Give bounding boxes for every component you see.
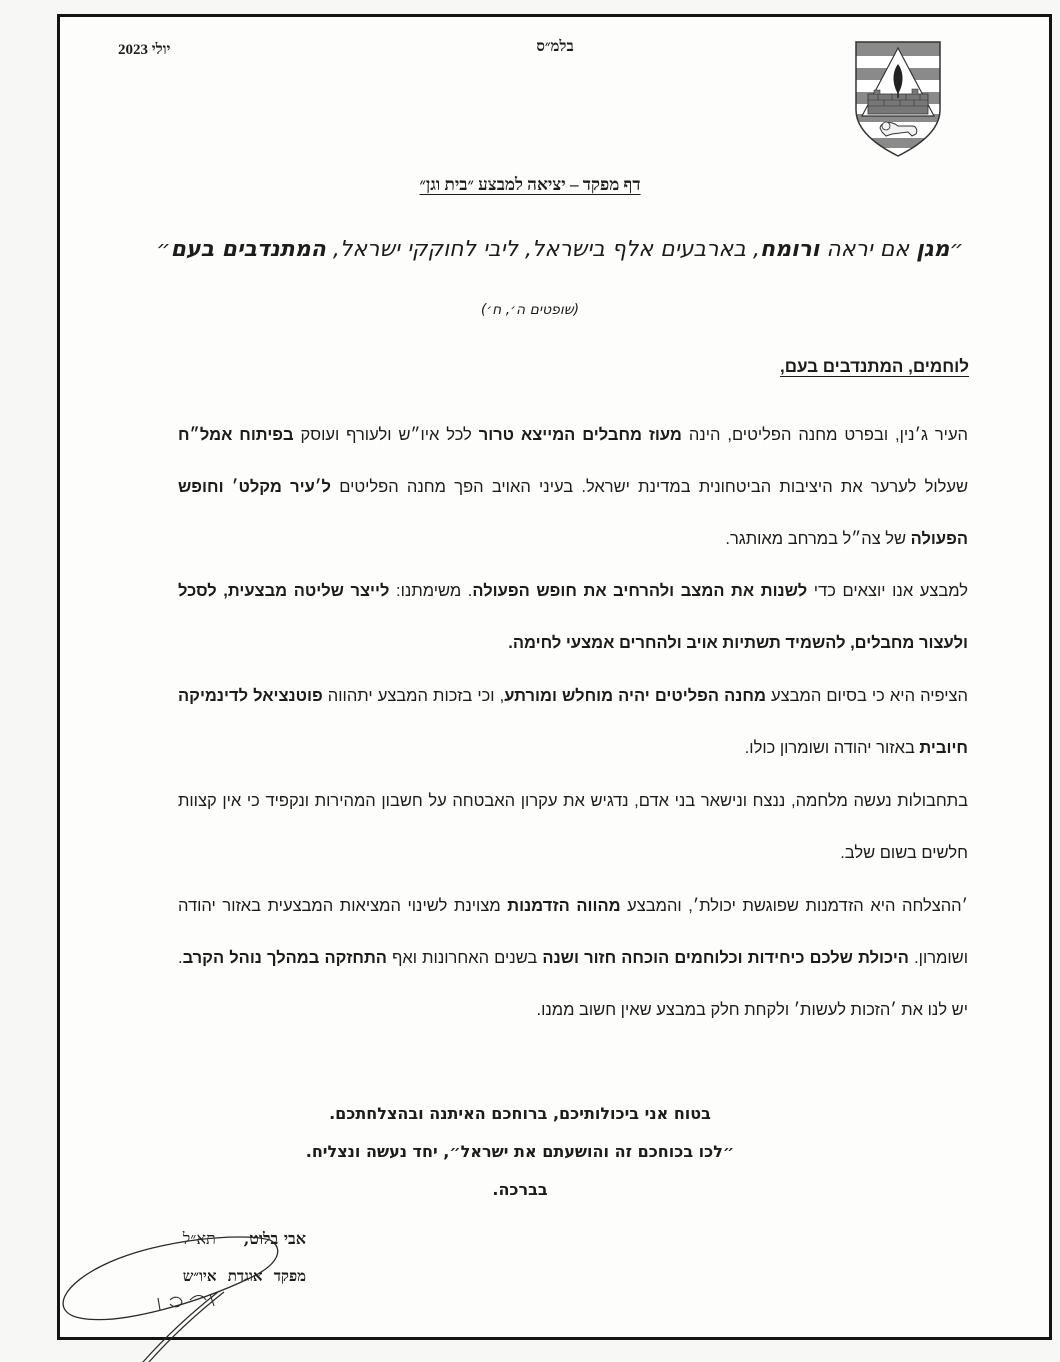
signatory-title: מפקד אוגדת איו״ש <box>182 1267 306 1285</box>
paragraph-bold-text: מחנה הפליטים יהיה מוחלש ומורתע <box>504 687 766 705</box>
signatory-name-line <box>86 1229 306 1249</box>
paragraph-text: . יש לנו את ׳הזכות לעשות׳ ולקחת חלק במבצע שאין חשוב ממנו. <box>178 949 968 1019</box>
closing-block <box>260 1095 780 1209</box>
quote-bold-2: ורומח <box>759 237 820 262</box>
closing-line-3: בברכה. <box>492 1180 548 1199</box>
signatory-name: אבי בלוט, <box>243 1229 306 1248</box>
paragraph-4 <box>178 775 968 879</box>
paragraph-bold-text: פוטנציאל לדינמיקה חיובית <box>178 687 968 757</box>
paragraph-text: הציפיה היא כי בסיום המבצע <box>765 687 968 705</box>
document-date: יולי 2023 <box>118 42 171 58</box>
paragraph-text: בשנים האחרונות ואף <box>386 949 543 967</box>
biblical-quote <box>140 237 980 262</box>
paragraph-text: שעלול לערער את היציבות הביטחונית במדינת ישראל. בעיני האויב הפך מחנה הפליטים <box>330 478 969 496</box>
paragraph-bold-text: מעוז מחבלים המייצא טרור <box>478 426 682 444</box>
paragraph-text: של צה״ל במרחב מאותגר. <box>725 530 911 548</box>
paragraph-5 <box>178 880 968 1036</box>
paragraph-text: מצוינת לשינוי המציאות המבצעית באזור יהודה ושומרון. <box>178 897 968 967</box>
closing-line-2: ״לכו בכוחכם זה והושעתם את ישראל״, יחד נעשה ונצליח. <box>305 1142 735 1161</box>
closing-line-1: בטוח אני ביכולותיכם, ברוחכם האיתנה ובהצלחתכם. <box>329 1104 711 1123</box>
signatory-rank: תא״ל <box>182 1229 216 1248</box>
quote-text-1: אם יראה <box>819 237 917 262</box>
paragraph-text: ׳ההצלחה היא הזדמנות שפוגשת יכולת׳, והמבצע <box>620 897 968 915</box>
classification-label: בלמ״ס <box>536 39 574 55</box>
greeting: לוחמים, המתנדבים בעם, <box>780 357 969 376</box>
paragraph-bold-text: לשנות את המצב ולהרחיב את חופש הפעולה <box>472 582 808 600</box>
paragraph-1 <box>178 409 968 565</box>
document-title <box>260 175 800 195</box>
paragraph-2 <box>178 565 968 669</box>
quote-close-mark: ״ <box>156 237 171 262</box>
document-title-text: דף מפקד – יציאה למבצע ״בית וגן״ <box>419 175 641 194</box>
paragraph-bold-text: ל׳עיר מקלט׳ וחופש הפעולה <box>178 478 968 548</box>
paragraph-text: העיר ג׳נין, ובפרט מחנה הפליטים, הינה <box>681 426 969 444</box>
paragraph-text: באזור יהודה ושומרון כולו. <box>744 739 920 757</box>
paragraph-text: למבצע אנו יוצאים כדי <box>807 582 968 600</box>
document-page <box>57 14 1052 1340</box>
paragraph-text: לכל איו״ש ולעורף ועוסק <box>293 426 479 444</box>
paragraph-bold-text: בפיתוח אמל״ח <box>178 426 294 444</box>
paragraph-bold-text: היכולת שלכם כיחידות וכלוחמים הוכחה חזור ושנה <box>542 949 909 967</box>
quote-bold-1: מגן <box>916 237 950 262</box>
shield-emblem-icon <box>854 40 942 158</box>
quote-bold-3: המתנדבים בעם <box>170 237 326 262</box>
paragraph-text: , וכי בזכות המבצע יתהווה <box>322 687 505 705</box>
quote-open-mark: ״ <box>949 237 964 262</box>
paragraph-bold-text: לייצר שליטה מבצעית, לסכל ולעצור מחבלים, להשמיד תשתיות אויב ולהחרים אמצעי לחימה. <box>178 582 968 652</box>
quote-text-2: , בארבעים אלף בישראל, ליבי לחוקקי ישראל, <box>325 237 760 262</box>
quote-source: (שופטים ה׳, ח׳) <box>480 302 580 318</box>
paragraph-bold-text: התחזקה במהלך נוהל הקרב <box>182 949 387 967</box>
paragraph-text: בתחבולות נעשה מלחמה, ננצח ונישאר בני אדם, נדגיש את עקרון האבטחה על חשבון המהירות ונקפיד כי אין קצוות חלשים בשום שלב. <box>178 792 968 862</box>
paragraph-3 <box>178 670 968 774</box>
paragraph-bold-text: מהווה הזדמנות <box>507 897 621 915</box>
paragraph-text: . משימתנו: <box>389 582 473 600</box>
